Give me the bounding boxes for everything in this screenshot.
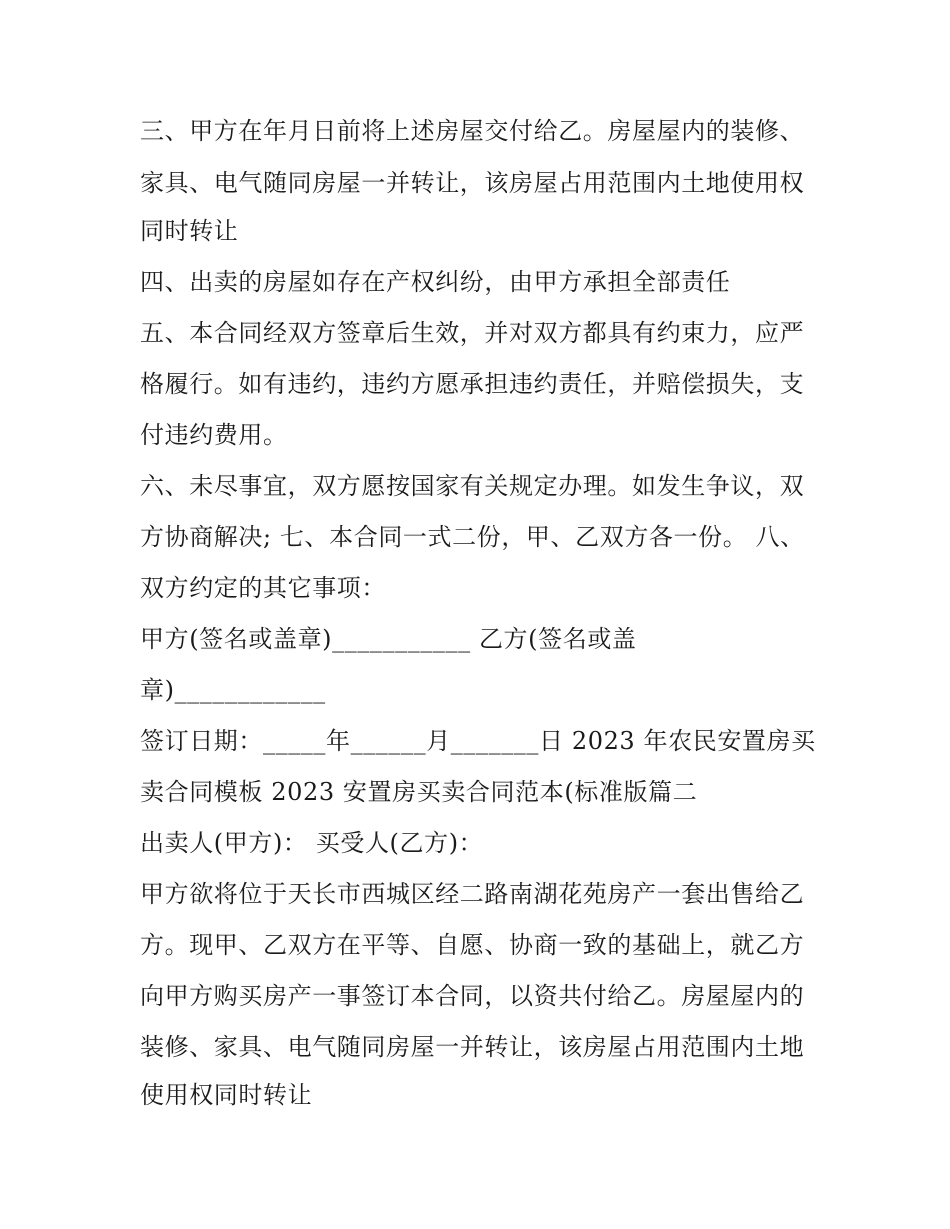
text-line: 方。现甲、乙双方在平等、自愿、协商一致的基础上，就乙方 — [140, 931, 805, 959]
text-line: 四、出卖的房屋如存在产权纠纷，由甲方承担全部责任 — [140, 268, 731, 296]
text-line: 双方约定的其它事项： — [140, 574, 386, 602]
signature-line-party-b: 章)____________ — [140, 676, 326, 704]
parties-line: 出卖人(甲方)： 买受人(乙方)： — [140, 829, 484, 857]
text-line: 付违约费用。 — [140, 421, 288, 449]
text-line: 家具、电气随同房屋一并转让，该房屋占用范围内土地使用权 — [140, 169, 805, 197]
text-line: 使用权同时转让 — [140, 1081, 313, 1109]
section-title-line: 卖合同模板 2023 安置房买卖合同范本(标准版篇二 — [140, 778, 698, 806]
text-line: 五、本合同经双方签章后生效，并对双方都具有约束力，应严 — [140, 319, 805, 347]
signature-line-party-a: 甲方(签名或盖章)___________ 乙方(签名或盖 — [140, 625, 637, 653]
text-line: 格履行。如有违约，违约方愿承担违约责任，并赔偿损失，支 — [140, 370, 805, 398]
text-line: 方协商解决; 七、本合同一式二份，甲、乙双方各一份。 八、 — [140, 523, 805, 551]
text-line: 装修、家具、电气随同房屋一并转让，该房屋占用范围内土地 — [140, 1033, 805, 1061]
text-line: 三、甲方在年月日前将上述房屋交付给乙。房屋屋内的装修、 — [140, 117, 805, 145]
sign-date-line: 签订日期：_____年______月_______日 2023 年农民安置房买 — [140, 727, 816, 755]
text-line: 六、未尽事宜，双方愿按国家有关规定办理。如发生争议，双 — [140, 472, 805, 500]
text-line: 同时转让 — [140, 217, 239, 245]
text-line: 向甲方购买房产一事签订本合同，以资共付给乙。房屋屋内的 — [140, 982, 805, 1010]
text-line: 甲方欲将位于天长市西城区经二路南湖花苑房产一套出售给乙 — [140, 880, 805, 908]
